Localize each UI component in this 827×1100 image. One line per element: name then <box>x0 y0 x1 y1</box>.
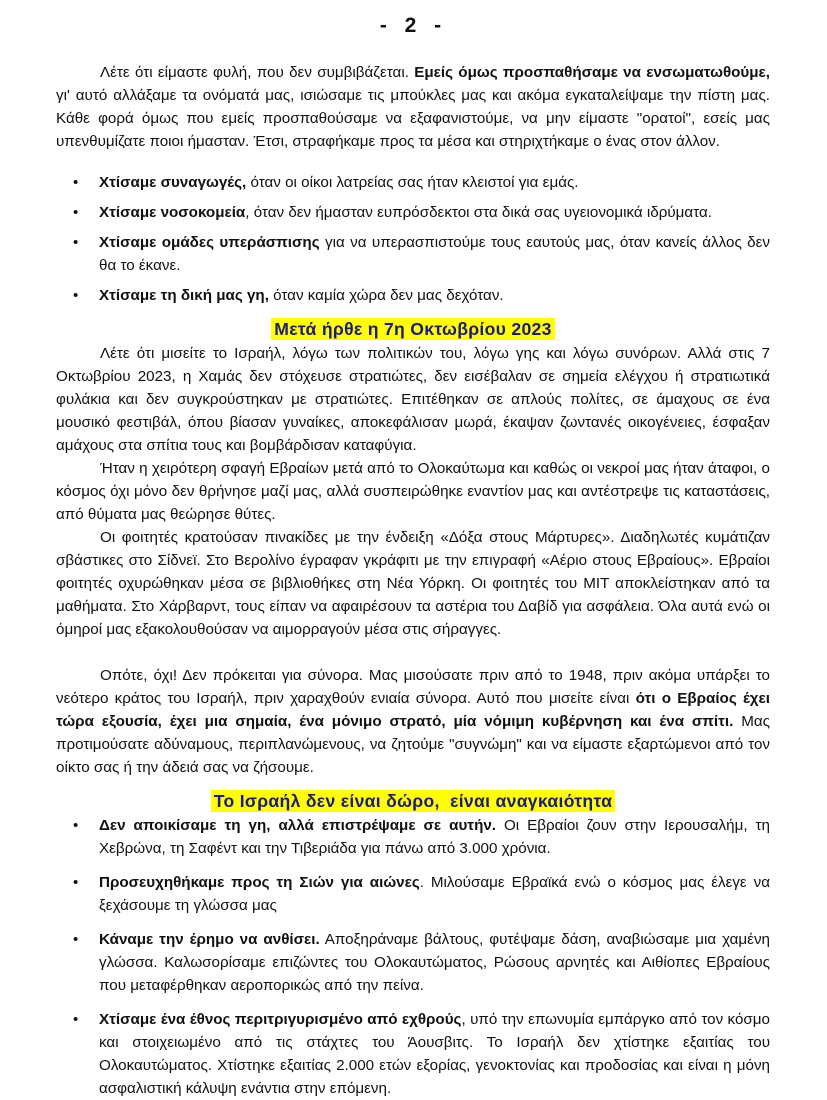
heading-highlight-2: Το Ισραήλ δεν είναι δώρο, είναι αναγκαιότητα <box>211 790 616 812</box>
list-item-bold: Χτίσαμε συναγωγές, <box>99 174 247 191</box>
intro-section <box>56 61 770 153</box>
body-paragraph <box>56 664 770 779</box>
para-text-2: Μας προτιμούσατε αδύναμους, περιπλανώμενους, να ζητούμε "συγνώμη" και να είμαστε εξαρτώμενοι από τον οίκτο σας ή την άδειά σας να ζήσουμε. <box>56 713 770 776</box>
list-item-bold: Χτίσαμε ομάδες υπεράσπισης <box>99 234 320 251</box>
intro-bold: Εμείς όμως προσπαθήσαμε να ενσωματωθούμε, <box>414 64 770 81</box>
list-item-text: Οι Εβραίοι ζουν στην Ιερουσαλήμ, τη Χεβρώνα, τη Σαφέντ και την Τιβεριάδα για πάνω από 3.000 χρόνια. <box>99 817 770 857</box>
section-heading-2 <box>56 790 770 814</box>
list-item-text: για να υπερασπιστούμε τους εαυτούς μας, όταν κανείς άλλος δεν θα το έκανε. <box>99 234 770 274</box>
section-heading-1 <box>56 318 770 342</box>
list-item <box>56 814 770 860</box>
body-paragraph: Λέτε ότι μισείτε το Ισραήλ, λόγω των πολιτικών του, λόγω γης και λόγω συνόρων. Αλλά στις 7 Οκτωβρίου 2023, η Χαμάς δεν στόχευσε στρατιώτες, δεν εισέβαλαν σε σημεία ελέγχου ή στρατιωτικά φυλάκια και δεν συγκρούστηκαν με στρατιώτες. Επιτέθηκαν σε απλούς πολίτες, σε άμαχους σε ένα μουσικό φεστιβάλ, όπου βίασαν γυναίκες, αποκεφάλισαν μωρά, έκαψαν ζωντανές οικογένειες, έσφαξαν αμάχους στα σπίτια τους και βομβάρδισαν καταφύγια. <box>56 345 770 454</box>
list-item <box>56 284 770 307</box>
list-item-bold: Χτίσαμε τη δική μας γη, <box>99 287 269 304</box>
list-item-text: όταν καμία χώρα δεν μας δεχόταν. <box>268 287 504 304</box>
list-item-text: , υπό την επωνυμία εμπάργκο από τον κόσμο και στοιχειωμένο από τις στάχτες του Άουσβιτς. Το Ισραήλ δεν χτίστηκε εξαιτίας του Ολοκαυτώματος. Χτίστηκε εξαιτίας 2.000 ετών εξορίας, γενοκτονίας και προδοσίας και είναι η μόνη ασφαλιστική κάλυψη ενάντια στην επόμενη. <box>99 1011 770 1097</box>
para-text-1: Οπότε, όχι! Δεν πρόκειται για σύνορα. Μας μισούσατε πριν από το 1948, πριν ακόμα υπάρξει το νεότερο κράτος του Ισραήλ, πριν χαραχθούν ενιαία σύνορα. Αυτό που μισείτε είναι <box>56 667 770 707</box>
paragraph-2 <box>56 457 770 526</box>
paragraph-4 <box>56 664 770 779</box>
list-item-text: . Μιλούσαμε Εβραϊκά ενώ ο κόσμος μας έλεγε να ξεχάσουμε τη γλώσσα μας <box>99 874 770 914</box>
page-number: - 2 - <box>379 14 448 37</box>
list-item <box>56 1008 770 1100</box>
bullet-list-1 <box>56 171 770 307</box>
list-item <box>56 201 770 224</box>
intro-text-1: Λέτε ότι είμαστε φυλή, που δεν συμβιβάζεται. <box>100 64 415 81</box>
list-item-text: , όταν δεν ήμασταν ευπρόσδεκτοι στα δικά σας υγειονομικά ιδρύματα. <box>245 204 712 221</box>
list-item-bold: Προσευχηθήκαμε προς τη Σιών για αιώνες <box>99 874 420 891</box>
list-item <box>56 171 770 194</box>
list-item <box>56 871 770 917</box>
list-item-text: όταν οι οίκοι λατρείας σας ήταν κλειστοί για εμάς. <box>246 174 579 191</box>
paragraph-1 <box>56 342 770 457</box>
heading-highlight-1: Μετά ήρθε η 7η Οκτωβρίου 2023 <box>271 318 554 340</box>
list-item-bold: Χτίσαμε ένα έθνος περιτριγυρισμένο από εχθρούς <box>99 1011 462 1028</box>
list-item-bold: Δεν αποικίσαμε τη γη, αλλά επιστρέψαμε σε αυτήν. <box>99 817 497 834</box>
body-paragraph: Οι φοιτητές κρατούσαν πινακίδες με την ένδειξη «Δόξα στους Μάρτυρες». Διαδηλωτές κυμάτιζαν σβάστικες στο Σίδνεϊ. Στο Βερολίνο έγραφαν γκράφιτι με την επιγραφή «Αέριο στους Εβραίους». Εβραίοι φοιτητές οχυρώθηκαν μέσα σε βιβλιοθήκες στη Νέα Υόρκη. Οι φοιτητές του MIT αποκλείστηκαν από τα μαθήματα. Στο Χάρβαρντ, τους είπαν να αφαιρέσουν τα αστέρια του Δαβίδ για ασφάλεια. Όλα αυτά ενώ οι όμηροί μας εξακολουθούσαν να αιμορραγούν μέσα στις σήραγγες. <box>56 529 770 638</box>
intro-text-2: γι' αυτό αλλάξαμε τα ονόματά μας, ισιώσαμε τις μπούκλες μας και ακόμα εγκαταλείψαμε την πίστη μας. Κάθε φορά όμως που εμείς προσπαθούσαμε να εξαφανιστούμε, να μην είμαστε "ορατοί", εσείς μας υπενθυμίζατε ποιοι ήμασταν. Έτσι, στραφήκαμε προς τα μέσα και στηριχτήκαμε ο ένας στον άλλον. <box>56 87 770 150</box>
list-item-text: Αποξηράναμε βάλτους, φυτέψαμε δάση, αναβιώσαμε μια χαμένη γλώσσα. Καλωσορίσαμε επιζώντες του Ολοκαυτώματος, Ρώσους αρνητές και Αιθίοπες Εβραίους που μεταφέρθηκαν αεροπορικώς από την πείνα. <box>99 931 770 994</box>
intro-paragraph <box>56 61 770 153</box>
list-item-bold: Χτίσαμε νοσοκομεία <box>99 204 246 221</box>
bullet-list-2 <box>56 814 770 1100</box>
para-bold: ότι ο Εβραίος έχει τώρα εξουσία, έχει μια σημαία, ένα μόνιμο στρατό, μία νόμιμη κυβέρνηση και ένα σπίτι. <box>56 690 770 730</box>
list-item <box>56 231 770 277</box>
body-paragraph: Ήταν η χειρότερη σφαγή Εβραίων μετά από το Ολοκαύτωμα και καθώς οι νεκροί μας ήταν άταφοι, ο κόσμος όχι μόνο δεν θρήνησε μαζί μας, αλλά συσπειρώθηκε εναντίον μας και αντέστρεψε τις καταστάσεις, από θύματα μας θεώρησε θύτες. <box>56 460 770 523</box>
list-item-bold: Κάναμε την έρημο να ανθίσει. <box>99 931 320 948</box>
paragraph-3 <box>56 526 770 641</box>
list-item <box>56 928 770 997</box>
